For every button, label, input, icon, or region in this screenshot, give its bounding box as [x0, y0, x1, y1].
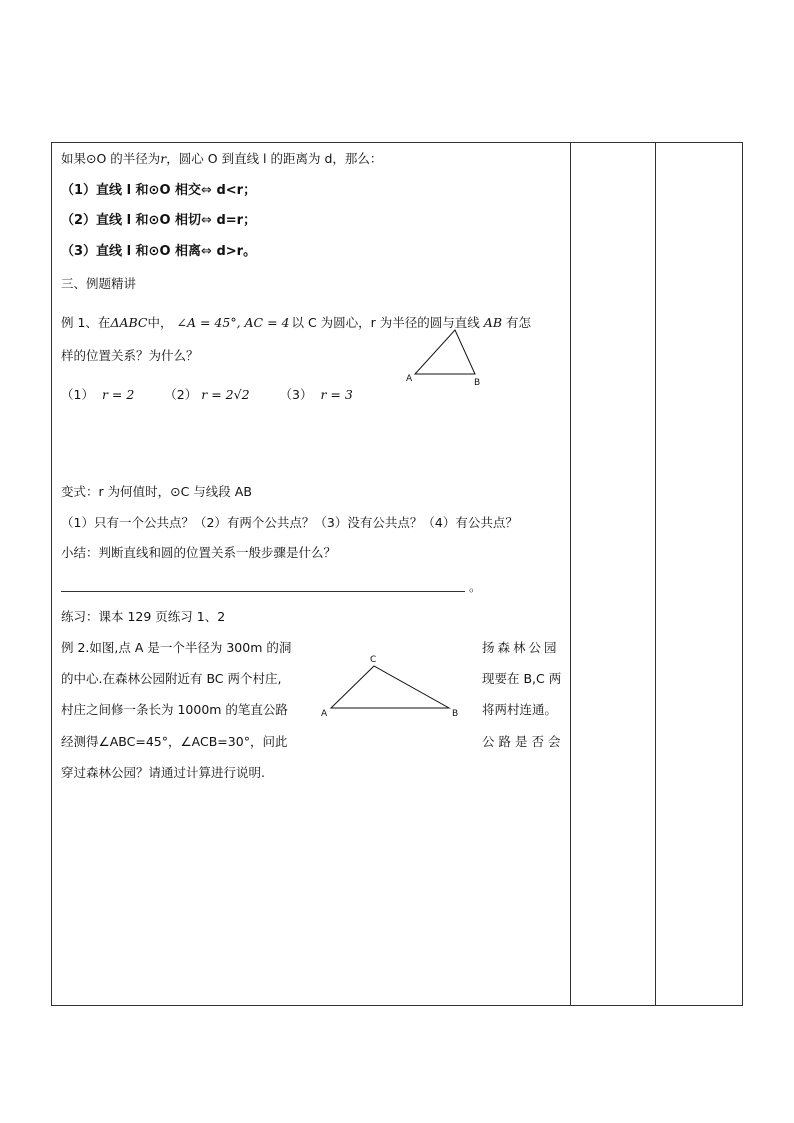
section-title: 三、例题精讲 — [61, 276, 137, 291]
example2-line-4: 经测得∠ABC=45°，∠ACB=30°，问此 — [61, 734, 288, 749]
example2-right-line-1: 扬森林公园 — [482, 640, 560, 655]
lesson-table — [51, 142, 743, 1006]
example2-right-line-2: 现要在 B,C 两 — [482, 671, 562, 686]
case-tangent: （2）直线 l 和⊙O 相切⇔ d=r； — [61, 213, 257, 228]
triangle-cab-shape — [331, 666, 449, 708]
equivalence-arrow-icon: ⇔ — [201, 213, 212, 228]
vertex-a-label: A — [321, 709, 328, 719]
example2-line-1: 例 2.如图,点 A 是一个半径为 300m 的洞 — [61, 640, 292, 655]
example1-options: （1） r = 2 （2） r = 2√2 （3） r = 3 — [61, 387, 353, 402]
vertex-b-label: B — [474, 378, 481, 386]
triangle-abc-shape — [415, 330, 475, 374]
equivalence-arrow-icon: ⇔ — [201, 183, 212, 198]
example1-question: 样的位置关系？为什么？ — [61, 348, 199, 363]
example2-line-2: 的中心.在森林公园附近有 BC 两个村庄, — [61, 671, 282, 686]
radius-variable: r — [160, 151, 167, 166]
example1-triangle-figure — [391, 326, 481, 386]
intro-sentence: 如果⊙O 的半径为r，圆心 O 到直线 l 的距离为 d，那么： — [61, 151, 383, 166]
vertex-a-label: A — [406, 374, 413, 384]
example2-right-line-4: 公路是否会 — [482, 734, 565, 749]
case-intersect: （1）直线 l 和⊙O 相交⇔ d<r； — [61, 183, 257, 198]
vertex-b-label: B — [452, 709, 459, 719]
example2-triangle-figure — [313, 652, 463, 720]
example2-line-5: 穿过森林公园？请通过计算进行说明. — [61, 765, 265, 780]
case-separate: （3）直线 l 和⊙O 相离⇔ d>r。 — [61, 244, 257, 259]
example2-right-line-3: 将两村连通。 — [482, 702, 558, 717]
answer-end-mark: 。 — [469, 579, 482, 594]
example2-line-3: 村庄之间修一条长为 1000m 的笔直公路 — [61, 702, 288, 717]
equivalence-arrow-icon: ⇔ — [201, 244, 212, 259]
vertex-c-label: C — [370, 655, 377, 665]
answer-blank-line — [61, 591, 465, 592]
summary-question: 小结：判断直线和圆的位置关系一般步骤是什么？ — [61, 545, 337, 560]
variant-questions: （1）只有一个公共点？（2）有两个公共点？（3）没有公共点？（4）有公共点？ — [61, 515, 518, 530]
practice-note: 练习：课本 129 页练习 1、2 — [61, 609, 226, 624]
column-divider-2 — [655, 143, 656, 1005]
variant-title: 变式：r 为何值时，⊙C 与线段 AB — [61, 484, 252, 499]
column-divider-1 — [570, 143, 571, 1005]
example1-statement: 例 1、在ΔABC中， ∠A = 45°, AC = 4 以 C 为圆心，r 为半径的圆与直线 AB 有怎 — [61, 315, 532, 330]
